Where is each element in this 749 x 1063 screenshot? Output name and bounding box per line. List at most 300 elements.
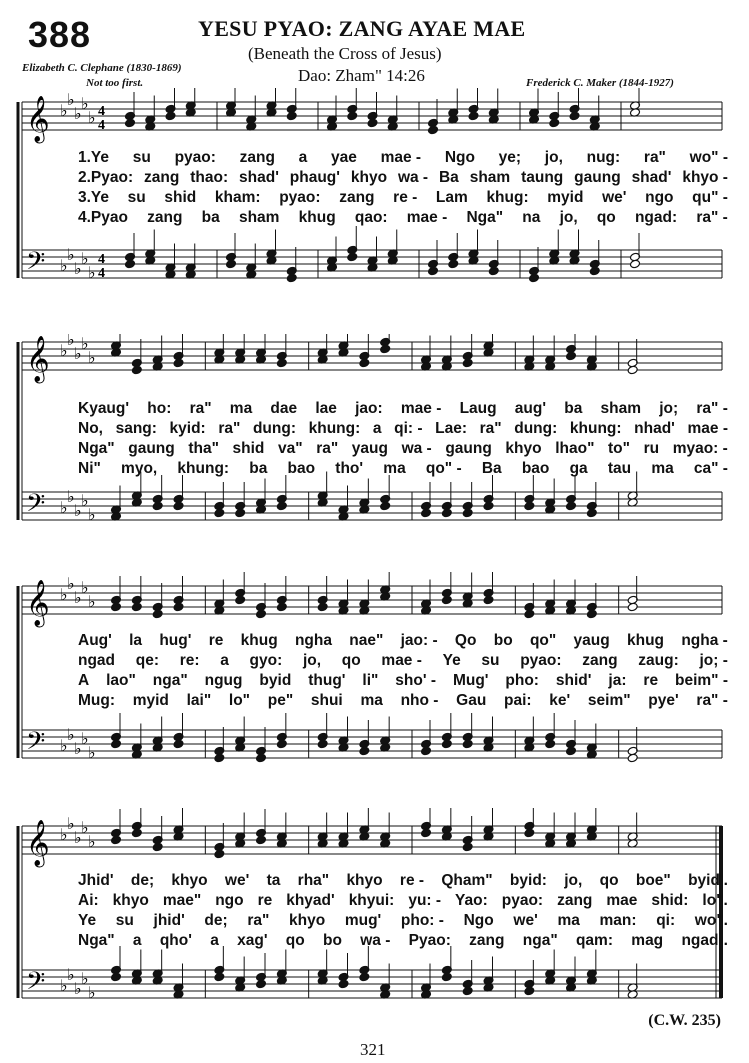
note-head [524,501,535,511]
lyric-syllable: re [643,672,659,689]
note-head [347,111,358,121]
flat-sign: ♭ [67,965,75,984]
lyric-syllable: nhad' [634,420,675,437]
lyric-syllable: gaung [574,169,621,186]
lyric-syllable: Aug' [78,632,112,649]
lyric-syllable: a [298,149,308,166]
lyric-syllable: khyo [505,440,542,457]
lyric-syllable: 4.Pyao [78,209,128,226]
lyric-syllable: wo" - [689,149,728,166]
flat-sign: ♭ [88,743,96,762]
lyric-syllable: pyao: [520,652,562,669]
lyric-syllable: dung: [514,420,558,437]
music-system-2 [14,334,730,544]
flat-sign: ♭ [74,501,82,520]
staff-graphic-2 [14,334,730,544]
note-head [566,746,577,756]
lyric-syllable: ma [229,400,253,417]
lyric-syllable: ra" - [696,209,728,226]
note-head [111,835,122,845]
lyric-syllable: shid [232,440,265,457]
lyric-line-2 [78,652,728,670]
lyric-syllable: tho' [335,460,364,477]
lyric-syllable: byid [259,672,292,689]
lyric-syllable: mae - [400,400,442,417]
scripture-reference: Dao: Zham" 14:26 [298,66,425,85]
lyric-syllable: tau [607,460,632,477]
lyric-syllable: Kyaug' [78,400,130,417]
lyric-syllable: ma [651,460,674,477]
note-head [256,609,267,619]
note-head [627,753,638,763]
lyric-line-1 [78,872,728,890]
note-head [131,365,142,375]
lyric-syllable: qo" [529,632,557,649]
lyric-syllable: phaug' [289,169,340,186]
flat-sign: ♭ [81,334,89,353]
note-head [256,835,267,845]
note-head [524,986,535,996]
lyric-syllable: hug' [159,632,192,649]
lyric-syllable: pyao: [501,892,544,909]
note-head [173,358,184,368]
lyric-syllable: khug [240,632,278,649]
lyric-syllable: xag' [237,932,268,949]
time-signature-bottom: 4 [98,266,105,281]
lyric-syllable: sang: [115,420,157,437]
lyric-syllable: thao: [190,169,229,186]
note-head [524,828,535,838]
lyric-line-4 [78,692,728,710]
note-head [380,501,391,511]
flat-sign: ♭ [88,592,96,611]
lyric-syllable: Qo [454,632,477,649]
lyric-syllable: lhao" [555,440,595,457]
lyric-line-1 [78,149,728,167]
lyric-syllable: ga [569,460,588,477]
lyric-syllable: mae - [406,209,448,226]
flat-sign: ♭ [74,104,82,123]
lyric-syllable: Ba [481,460,502,477]
flat-sign: ♭ [67,245,75,264]
lyric-syllable: khyo [346,872,383,889]
lyric-syllable: Lae: [435,420,467,437]
note-head [380,344,391,354]
lyric-syllable: Ngo [463,912,494,929]
lyric-syllable: a [372,420,382,437]
note-head [286,273,297,283]
lyric-syllable: khyui: [348,892,395,909]
note-head [131,602,142,612]
lyric-syllable: sham [238,209,280,226]
lyric-syllable: wa - [360,932,391,949]
time-signature-top: 4 [98,104,105,119]
lyric-syllable: myid [547,189,584,206]
flat-sign: ♭ [88,348,96,367]
lyric-syllable: Qham" [441,872,493,889]
lyric-syllable: ba [249,460,268,477]
flat-sign: ♭ [60,825,68,844]
lyric-syllable: gyo: [249,652,283,669]
lyric-syllable: Ye [78,912,97,929]
lyric-syllable: myao: - [672,440,728,457]
flat-sign: ♭ [81,729,89,748]
lyric-syllable: mae - [381,652,422,669]
lyric-syllable: la [129,632,143,649]
note-head [549,118,560,128]
note-head [359,358,370,368]
lyric-syllable: mae [606,892,638,909]
lyric-syllable: yaug [351,440,388,457]
note-head [566,351,577,361]
lyric-syllable: ta [266,872,281,889]
lyric-syllable: 3.Ye [78,189,110,206]
lyric-syllable: khung: [569,420,622,437]
note-head [152,842,163,852]
lyric-syllable: ma [383,460,406,477]
lyric-syllable: qo [599,872,619,889]
lyric-syllable: khug [298,209,336,226]
lyric-syllable: ye; [498,149,522,166]
lyric-line-3 [78,912,728,930]
note-head [462,986,473,996]
lyric-syllable: qam: [575,932,613,949]
note-head [286,111,297,121]
lyric-syllable: lae [315,400,337,417]
flat-sign: ♭ [81,578,89,597]
music-credit: Frederick C. Maker (1844-1927) [526,77,674,89]
lyric-syllable: nga" [152,672,188,689]
note-head [359,746,370,756]
lyric-syllable: qho' [159,932,192,949]
lyric-syllable: sham [469,169,511,186]
note-head [462,842,473,852]
note-head [589,266,600,276]
flat-sign: ♭ [67,487,75,506]
lyric-syllable: qo [285,932,305,949]
lyric-syllable: bao [287,460,316,477]
lyric-syllable: Mug: [78,692,116,709]
lyric-syllable: ngo [215,892,244,909]
lyric-syllable: nga" [522,932,558,949]
lyric-syllable: ra" [316,440,339,457]
note-head [421,508,432,518]
lyric-syllable: re [257,892,273,909]
note-head [256,753,267,763]
lyric-syllable: ba [201,209,220,226]
flat-sign: ♭ [60,976,68,995]
flat-sign: ♭ [60,585,68,604]
lyric-syllable: myo, [121,460,158,477]
flat-sign: ♭ [74,979,82,998]
lyric-syllable: pyao: [279,189,321,206]
flat-sign: ♭ [88,983,96,1002]
lyric-syllable: re [208,632,224,649]
lyric-line-4 [78,209,728,227]
flat-sign: ♭ [67,334,75,349]
note-head [630,259,641,269]
note-head [421,828,432,838]
lyric-syllable: jo, [564,872,583,889]
lyric-syllable: wa - [401,440,432,457]
lyric-syllable: su [132,149,151,166]
lyric-syllable: dae [270,400,298,417]
lyric-syllable: ngad:. [681,932,728,949]
lyric-syllable: zang [469,932,505,949]
lyric-line-4 [78,460,728,478]
lyric-syllable: ngha - [681,632,728,649]
lyric-syllable: lo" [228,692,251,709]
note-head [441,739,452,749]
flat-sign: ♭ [74,259,82,278]
flat-sign: ♭ [60,341,68,360]
lyric-syllable: a [210,932,219,949]
lyric-syllable: sho' - [395,672,437,689]
note-head [359,972,370,982]
note-head [256,979,267,989]
lyric-syllable: khung: [177,460,230,477]
lyric-syllable: pyao: [174,149,216,166]
note-head [226,259,237,269]
note-head [214,753,225,763]
lyric-syllable: kyid: [169,420,206,437]
lyric-syllable: khug [627,632,665,649]
lyric-syllable: qi: [656,912,676,929]
flat-sign: ♭ [81,94,89,113]
lyric-line-3 [78,672,728,690]
flat-sign: ♭ [81,969,89,988]
lyric-syllable: shid [164,189,197,206]
flat-sign: ♭ [60,256,68,275]
lyric-syllable: jo; [659,400,679,417]
note-head [586,508,597,518]
flat-sign: ♭ [67,90,75,109]
lyric-syllable: nug: [586,149,621,166]
lyric-syllable: taung [521,169,564,186]
flat-sign: ♭ [88,263,96,282]
lyric-syllable: shad' [631,169,672,186]
lyric-syllable: No, [78,420,103,437]
lyric-syllable: gaung [128,440,175,457]
lyric-syllable: a [220,652,229,669]
lyric-syllable: lao" [106,672,136,689]
lyric-syllable: Ni" [78,460,101,477]
lyric-syllable: khyo [112,892,149,909]
lyric-syllable: Nga" [78,440,115,457]
lyric-syllable: shui [310,692,343,709]
note-head [111,972,122,982]
music-system-1 [14,88,730,298]
lyric-syllable: wo". [694,912,728,929]
lyric-syllable: zang [147,209,183,226]
note-head [428,266,439,276]
lyric-syllable: Lam [435,189,468,206]
note-head [317,739,328,749]
lyric-syllable: a [132,932,142,949]
lyric-syllable: ra" [218,420,241,437]
lyric-syllable: 2.Pyao: [78,169,134,186]
words-credit: Elizabeth C. Clephane (1830-1869) [22,62,182,74]
lyric-syllable: byid'. [688,872,728,889]
lyric-syllable: zang [239,149,275,166]
treble-clef: 𝄞 [26,336,50,382]
lyric-syllable: ke' [549,692,571,709]
music-system-4 [14,808,730,1028]
lyric-syllable: qu" - [692,189,728,206]
flat-sign: ♭ [67,725,75,744]
flat-sign: ♭ [74,588,82,607]
flat-sign: ♭ [74,344,82,363]
lyric-syllable: qao: [354,209,388,226]
lyric-syllable: ra" [643,149,666,166]
lyric-syllable: ma [360,692,383,709]
lyric-line-1 [78,632,728,650]
note-head [276,501,287,511]
lyric-syllable: man: [599,912,637,929]
lyric-syllable: ngad [78,652,116,669]
lyric-syllable: jo, [302,652,322,669]
lyric-syllable: A [78,672,90,689]
lyric-syllable: dung: [252,420,296,437]
lyric-syllable: na [522,209,541,226]
lyric-syllable: Laug [459,400,497,417]
lyric-syllable: bao [521,460,550,477]
flat-sign: ♭ [88,108,96,127]
hymn-subtitle: (Beneath the Cross of Jesus) [248,44,442,63]
note-head [448,259,459,269]
lyric-syllable: mug' [344,912,382,929]
lyric-syllable: Mug' [452,672,489,689]
lyric-syllable: Jhid' [78,872,114,889]
flat-sign: ♭ [74,739,82,758]
lyric-line-3 [78,440,728,458]
treble-clef: 𝄞 [26,96,50,142]
note-head [111,739,122,749]
note-head [462,358,473,368]
lyric-syllable: Ye [442,652,461,669]
time-signature-top: 4 [98,252,105,267]
lyric-syllable: khug: [486,189,529,206]
note-head [488,266,499,276]
lyric-syllable: ru [643,440,660,457]
treble-clef: 𝄞 [26,580,50,626]
lyric-syllable: aug' [514,400,547,417]
lyric-syllable: Ai: [78,892,99,909]
note-head [165,111,176,121]
lyric-syllable: Ba [438,169,459,186]
note-head [235,508,246,518]
flat-sign: ♭ [88,832,96,851]
note-head [276,739,287,749]
note-head [276,602,287,612]
lyric-syllable: Gau [456,692,487,709]
flat-sign: ♭ [67,814,75,833]
hymn-number: 388 [28,14,92,55]
lyric-syllable: jo, [559,209,578,226]
lyric-syllable: re: [179,652,200,669]
lyric-syllable: khyo [289,912,326,929]
lyric-syllable: jao: - [400,632,438,649]
note-head [317,602,328,612]
note-head [152,609,163,619]
lyric-syllable: va" [278,440,303,457]
bass-clef: 𝄢 [26,489,46,524]
lyric-syllable: shid' [555,672,592,689]
lyric-syllable: mag [631,932,664,949]
lyric-syllable: khyad' [286,892,335,909]
note-head [338,979,349,989]
lyric-syllable: ba [564,400,583,417]
lyric-syllable: byid: [509,872,547,889]
lyric-line-2 [78,169,728,187]
note-head [111,602,122,612]
note-head [441,595,452,605]
bass-clef: 𝄢 [26,727,46,762]
lyric-syllable: sham [600,400,642,417]
lyric-syllable: qi: - [394,420,423,437]
lyric-syllable: Ngo [444,149,475,166]
note-head [627,365,638,375]
flat-sign: ♭ [60,736,68,755]
note-head [545,739,556,749]
lyric-syllable: pye' [648,692,679,709]
lyric-syllable: zang [557,892,593,909]
lyric-syllable: su [127,189,146,206]
lyric-syllable: 1.Ye [78,149,110,166]
note-head [214,849,225,859]
flat-sign: ♭ [81,491,89,510]
lyric-syllable: qe: [135,652,159,669]
note-head [125,118,136,128]
lyric-syllable: ra" - [696,692,728,709]
lyric-syllable: bo [323,932,342,949]
lyric-syllable: yae [331,149,357,166]
lyric-syllable: seim" [587,692,631,709]
lyric-syllable: zaug: [638,652,679,669]
note-head [428,125,439,135]
note-head [462,508,473,518]
note-head [483,595,494,605]
lyric-syllable: re - [393,189,418,206]
bass-clef: 𝄢 [26,967,46,1002]
note-head [173,739,184,749]
lyric-syllable: khyo [171,872,208,889]
flat-sign: ♭ [60,101,68,120]
note-head [569,111,580,121]
flat-sign: ♭ [60,498,68,517]
note-head [566,501,577,511]
lyric-syllable: khyo [350,169,388,186]
lyric-syllable: gaung [445,440,492,457]
lyric-syllable: nae" [349,632,384,649]
hymn-title: YESU PYAO: ZANG AYAE MAE [198,16,526,41]
lyric-syllable: we' [513,912,538,929]
lyric-syllable: ma [557,912,580,929]
lyric-syllable: pho: - [400,912,444,929]
lyric-syllable: yaug [573,632,610,649]
lyric-syllable: pai: [504,692,532,709]
lyric-syllable: nho - [400,692,439,709]
lyric-syllable: khyo - [682,169,728,186]
lyric-syllable: ra" [189,400,212,417]
lyric-syllable: qo [341,652,361,669]
lyric-syllable: shad' [239,169,279,186]
lyric-syllable: ra" [247,912,270,929]
note-head [441,972,452,982]
flat-sign: ♭ [88,505,96,524]
note-head [235,595,246,605]
treble-clef: 𝄞 [26,820,50,866]
